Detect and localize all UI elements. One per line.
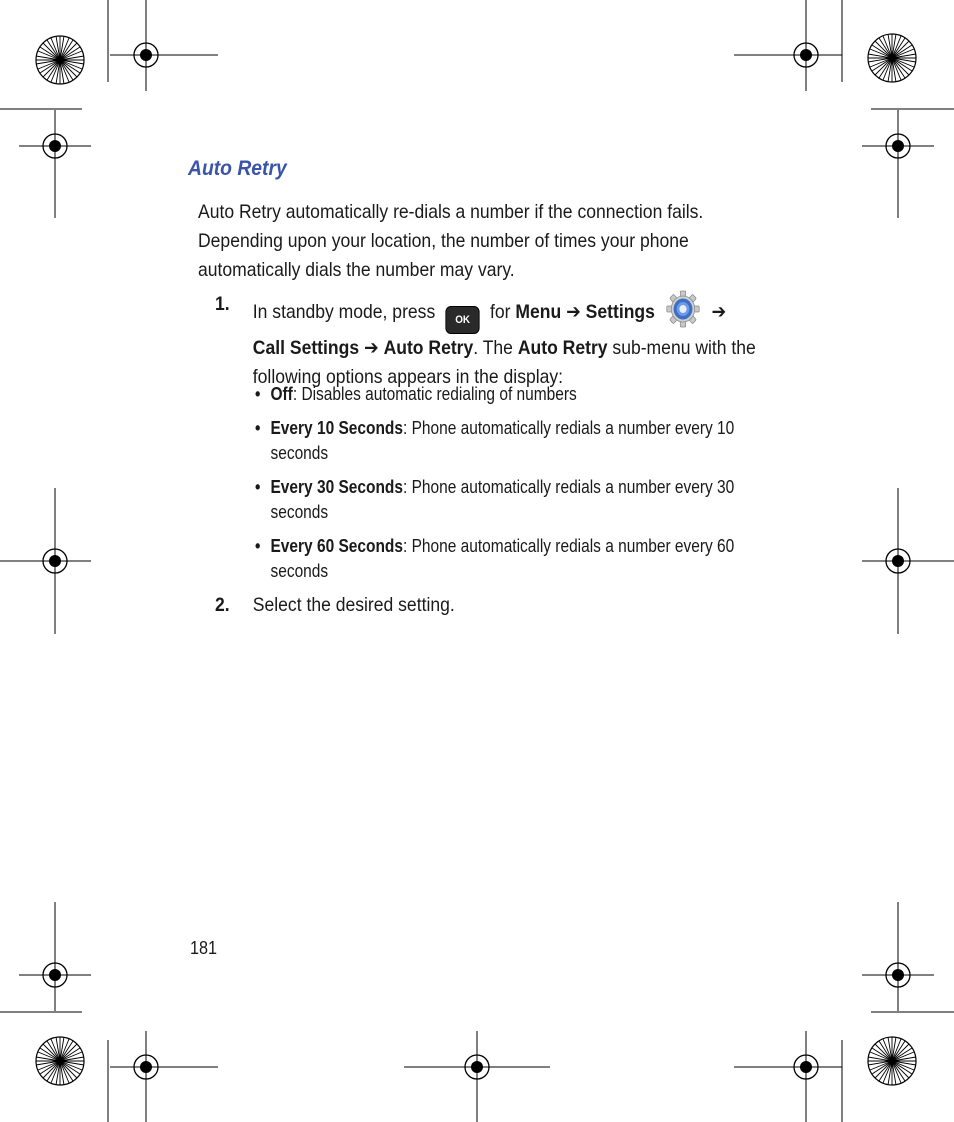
step-number: 2. bbox=[215, 594, 230, 616]
page-number: 181 bbox=[190, 938, 218, 958]
settings-gear-icon bbox=[665, 290, 701, 328]
step-number: 1. bbox=[215, 293, 230, 315]
step-1 bbox=[215, 290, 773, 392]
menu-label: Menu bbox=[515, 301, 562, 323]
step-body: In standby mode, press OK for Menu ➔ Settings ➔ Call Settings ➔ Auto Retry. The Auto Retry sub-menu with the following options appears in the display: bbox=[253, 290, 773, 392]
list-item: • Every 10 Seconds: Phone automatically redials a number every 10 seconds bbox=[255, 418, 735, 463]
section-heading: Auto Retry bbox=[188, 157, 287, 180]
intro-paragraph: Auto Retry automatically re-dials a number if the connection fails. Depending upon your location, the number of times your phone automatically dials the number may vary. bbox=[198, 201, 704, 281]
step-2 bbox=[215, 591, 773, 620]
auto-retry-label: Auto Retry bbox=[383, 337, 474, 359]
list-item: • Off: Disables automatic redialing of numbers bbox=[255, 384, 577, 404]
options-list bbox=[255, 382, 737, 593]
step-body: Select the desired setting. bbox=[252, 594, 455, 616]
list-item: • Every 60 Seconds: Phone automatically redials a number every 60 seconds bbox=[255, 536, 735, 581]
call-settings-label: Call Settings bbox=[252, 337, 360, 359]
settings-label: Settings bbox=[585, 301, 655, 323]
ok-key-icon: OK bbox=[446, 306, 480, 334]
list-item: • Every 30 Seconds: Phone automatically redials a number every 30 seconds bbox=[255, 477, 735, 522]
